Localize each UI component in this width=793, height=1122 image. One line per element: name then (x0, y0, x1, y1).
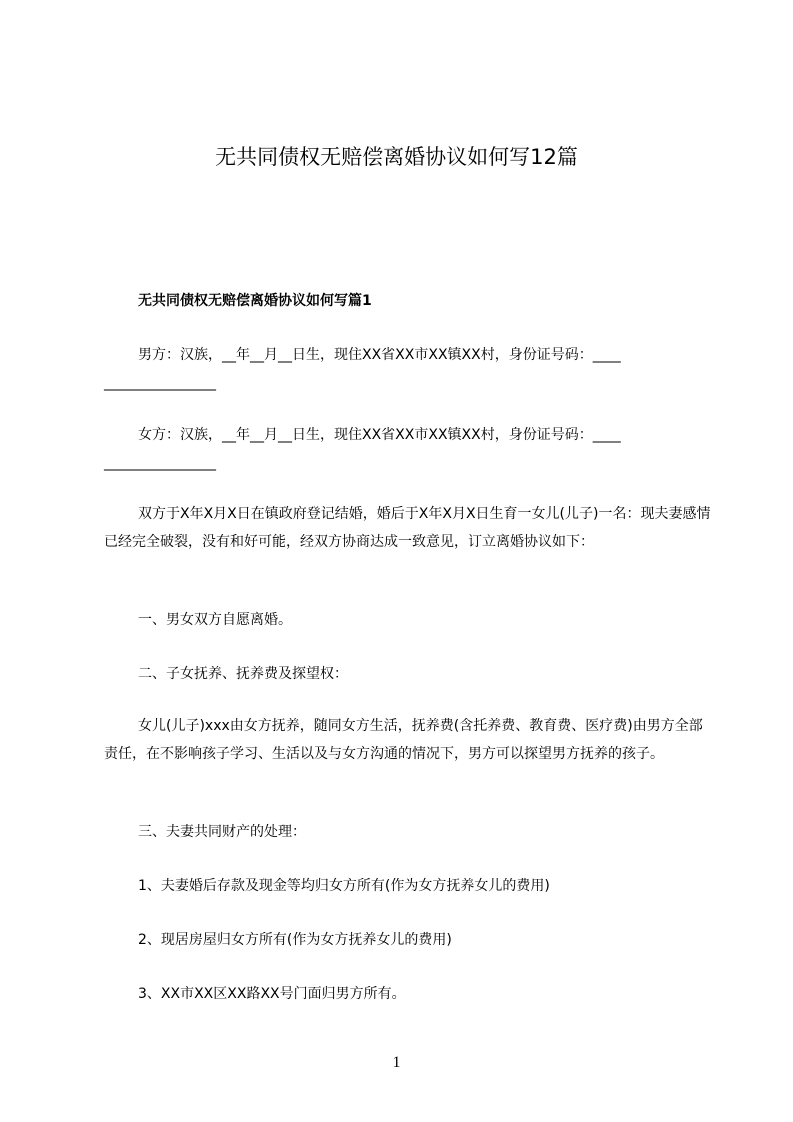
paragraph-property-item-1: 1、夫妻婚后存款及现金等均归女方所有(作为女方抚养女儿的费用) (138, 878, 550, 894)
paragraph-male-party: 男方：汉族，__年__月__日生，现住XX省XX市XX镇XX村，身份证号码：____ ________________ (104, 347, 621, 391)
paragraph-marriage-background: 双方于X年X月X日在镇政府登记结婚，婚后于X年X月X日生育一女儿(儿子)一名：现夫妻感情已经完全破裂，没有和好可能，经双方协商达成一致意见，订立离婚协议如下： (104, 506, 711, 550)
paragraph-clause-3: 三、夫妻共同财产的处理： (138, 824, 306, 840)
section-heading: 无共同债权无赔偿离婚协议如何写篇1 (138, 293, 372, 309)
paragraph-property-item-2: 2、现居房屋归女方所有(作为女方抚养女儿的费用) (138, 932, 452, 948)
paragraph-property-item-3: 3、XX市XX区XX路XX号门面归男方所有。 (138, 986, 406, 1002)
paragraph-female-party: 女方：汉族，__年__月__日生，现住XX省XX市XX镇XX村，身份证号码：____ ________________ (104, 427, 621, 471)
paragraph-clause-2: 二、子女抚养、抚养费及探望权： (138, 666, 348, 682)
paragraph-child-custody: 女儿(儿子)xxx由女方抚养，随同女方生活，抚养费(含托养费、教育费、医疗费)由男方全部责任，在不影响孩子学习、生活以及与女方沟通的情况下，男方可以探望男方抚养的孩子。 (104, 718, 703, 762)
document-title: 无共同债权无赔偿离婚协议如何写12篇 (215, 145, 578, 169)
page-number: 1 (392, 1054, 401, 1071)
paragraph-clause-1: 一、男女双方自愿离婚。 (138, 612, 292, 628)
